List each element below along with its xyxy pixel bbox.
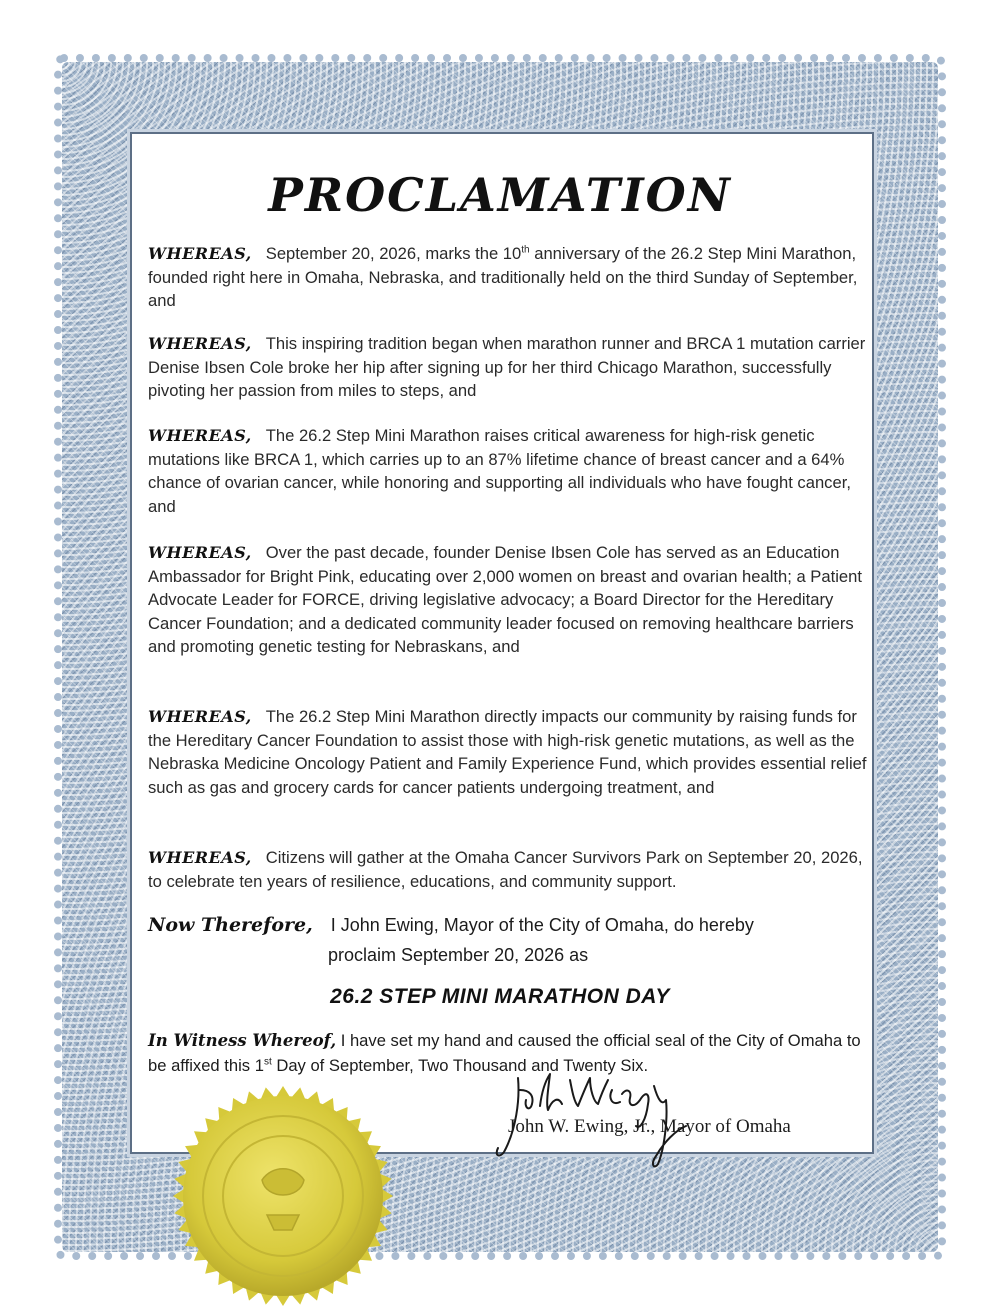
whereas-label: WHEREAS, xyxy=(148,426,252,445)
therefore-line-1: I John Ewing, Mayor of the City of Omaha, do hereby xyxy=(330,915,754,935)
proclaimed-day: 26.2 STEP MINI MARATHON DAY xyxy=(330,985,670,1008)
whereas-label: WHEREAS, xyxy=(148,334,252,353)
witness-text: Day of September, Two Thousand and Twenty Six. xyxy=(271,1056,649,1075)
whereas-paragraph-3 xyxy=(148,424,868,518)
paragraph-text: September 20, 2026, marks the 10 xyxy=(265,244,522,263)
therefore-clause xyxy=(148,910,868,970)
paragraph-text: anniversary of the 26.2 Step Mini Marathon, founded right here in Omaha, Nebraska, and traditionally held on the third Sunday of September, and xyxy=(148,244,858,310)
whereas-paragraph-2 xyxy=(148,332,868,403)
paragraph-text: The 26.2 Step Mini Marathon directly impacts our community by raising funds for the Hereditary Cancer Foundation to assist those with high-risk genetic mutations, as well as the Nebraska Medicine Oncology Patient and Family Experience Fund, which provides essential relief such as gas and grocery cards for cancer patients undergoing treatment, and xyxy=(148,707,867,797)
whereas-label: WHEREAS, xyxy=(148,543,252,562)
therefore-line-2: proclaim September 20, 2026 as xyxy=(328,945,589,965)
whereas-paragraph-1 xyxy=(148,242,868,313)
paragraph-text: This inspiring tradition began when marathon runner and BRCA 1 mutation carrier Denise Ibsen Cole broke her hip after signing up for her third Chicago Marathon, successfully pivoting her passion from miles to steps, and xyxy=(148,334,866,400)
therefore-label: Now Therefore, xyxy=(148,914,313,936)
paragraph-text: Citizens will gather at the Omaha Cancer Survivors Park on September 20, 2026, to celebrate ten years of resilience, educations, and community support. xyxy=(148,848,863,891)
ordinal-suffix: st xyxy=(263,1056,272,1068)
page-title: PROCLAMATION xyxy=(268,168,732,222)
whereas-paragraph-5 xyxy=(148,705,868,799)
official-seal-icon xyxy=(172,1085,394,1307)
whereas-paragraph-4 xyxy=(148,541,868,659)
witness-label: In Witness Whereof, xyxy=(148,1031,337,1050)
whereas-label: WHEREAS, xyxy=(148,707,252,726)
ordinal-suffix: th xyxy=(521,244,530,256)
witness-text: I have set my hand and caused the official seal of the City of Omaha to be affixed this 1 xyxy=(148,1031,861,1075)
handwritten-signature xyxy=(490,1060,700,1170)
whereas-paragraph-6 xyxy=(148,846,868,893)
whereas-label: WHEREAS, xyxy=(148,244,252,263)
signer-name: John W. Ewing, Jr., Mayor of Omaha xyxy=(508,1116,791,1137)
paragraph-text: The 26.2 Step Mini Marathon raises critical awareness for high-risk genetic mutations like BRCA 1, which carries up to an 87% lifetime chance of breast cancer and a 64% chance of ovarian cancer, while honoring and supporting all individuals who have fought cancer, and xyxy=(148,426,851,516)
whereas-label: WHEREAS, xyxy=(148,848,252,867)
paragraph-text: Over the past decade, founder Denise Ibsen Cole has served as an Education Ambassador for Bright Pink, educating over 2,000 women on breast and ovarian health; a Patient Advocate Leader for FORCE, driving legislative advocacy; a Board Director for the Hereditary Cancer Foundation; and a dedicated community leader focused on removing healthcare barriers and promoting genetic testing for Nebraskans, and xyxy=(148,543,862,656)
